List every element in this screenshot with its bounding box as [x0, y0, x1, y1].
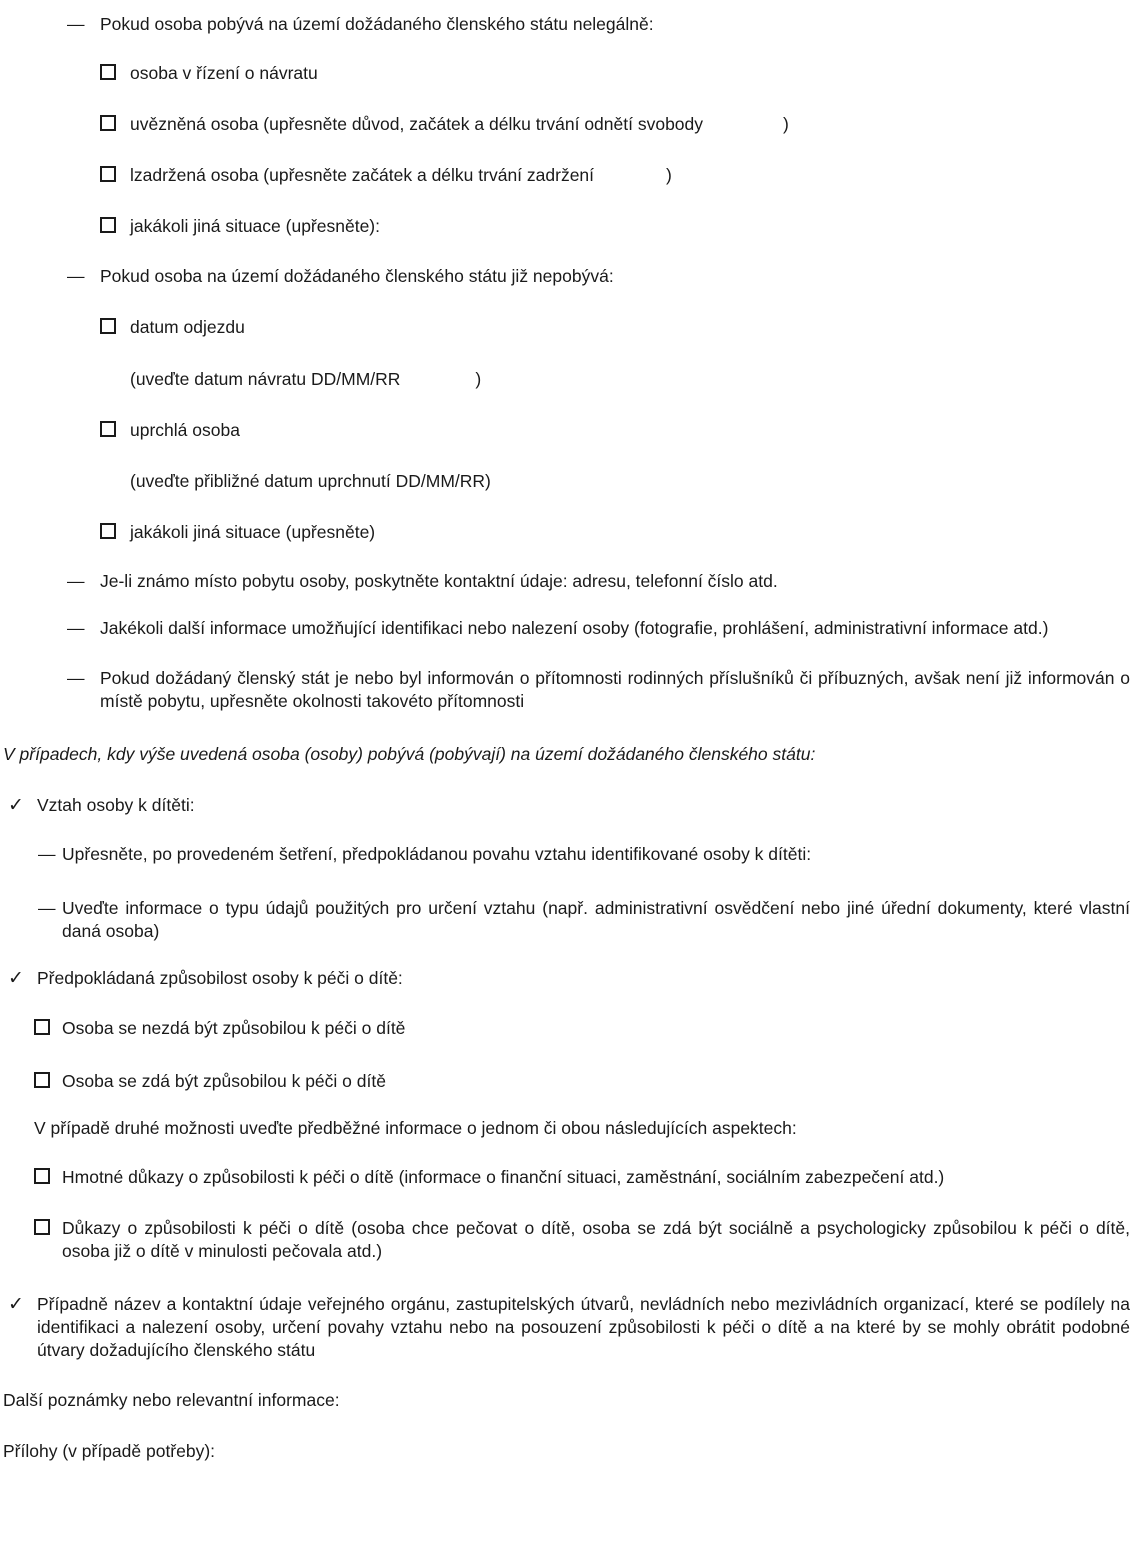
dash-bullet: —	[67, 14, 85, 34]
checkbox-icon[interactable]	[34, 1219, 50, 1235]
checkbox-item-return-procedure	[0, 62, 1138, 85]
checkbox-item-not-capable	[0, 1017, 1138, 1040]
item-text: V případech, kdy výše uvedená osoba (osoby) pobývá (pobývají) na území dožádaného členského státu:	[3, 744, 816, 764]
check-bullet: ✓	[8, 1294, 24, 1315]
dash-item-illegal-stay	[0, 13, 1138, 36]
item-text: V případě druhé možnosti uveďte předběžné informace o jednom či obou následujících aspektech:	[34, 1118, 797, 1138]
italic-intro-line	[0, 743, 1138, 766]
item-suffix: )	[783, 114, 789, 134]
item-text: Hmotné důkazy o způsobilosti k péči o dítě (informace o finanční situaci, zaměstnání, sociálním zabezpečení atd.)	[62, 1167, 945, 1187]
item-text: Je-li známo místo pobytu osoby, poskytněte kontaktní údaje: adresu, telefonní číslo atd.	[100, 571, 778, 591]
plain-second-option	[0, 1117, 1138, 1140]
checkbox-item-detained	[0, 164, 1138, 187]
dash-item-family-presence	[0, 667, 1138, 713]
checkbox-icon[interactable]	[100, 64, 116, 80]
check-item-authority-contacts	[0, 1293, 1138, 1362]
item-text: Vztah osoby k dítěti:	[37, 795, 195, 815]
checkbox-item-material-evidence	[0, 1166, 1138, 1189]
checkbox-icon[interactable]	[100, 217, 116, 233]
check-bullet: ✓	[8, 968, 24, 989]
item-text: Pokud osoba na území dožádaného členského státu již nepobývá:	[100, 266, 614, 286]
checkbox-icon[interactable]	[100, 421, 116, 437]
dash-item-additional-info	[0, 617, 1138, 640]
checkbox-icon[interactable]	[100, 318, 116, 334]
item-text: Uveďte informace o typu údajů použitých pro určení vztahu (např. administrativní osvědčení nebo jiné úřední dokumenty, které vlastní daná osoba)	[62, 898, 1130, 941]
checkbox-item-other-situation-1	[0, 215, 1138, 238]
item-text: osoba v řízení o návratu	[130, 63, 318, 83]
plain-annexes	[0, 1440, 1138, 1463]
checkbox-item-fled	[0, 419, 1138, 442]
item-text: Jakékoli další informace umožňující identifikaci nebo nalezení osoby (fotografie, prohlášení, administrativní informace atd.)	[100, 618, 1049, 638]
dash-bullet: —	[38, 844, 56, 864]
dash-item-no-longer-resides	[0, 265, 1138, 288]
check-item-relationship	[0, 794, 1138, 817]
checkbox-item-other-situation-2	[0, 521, 1138, 544]
item-text: Případně název a kontaktní údaje veřejného orgánu, zastupitelských útvarů, nevládních nebo mezivládních organizací, které se podílely na identifikaci a nalezení osoby, určení povahy vztahu nebo na posouzení způsobilosti k péči o dítě a na které by se mohly obrátit podobné útvary dožadujícího členského státu	[37, 1294, 1130, 1360]
item-text: jakákoli jiná situace (upřesněte):	[130, 216, 380, 236]
note-flee-date	[0, 470, 1138, 493]
item-text: Pokud osoba pobývá na území dožádaného členského státu nelegálně:	[100, 14, 654, 34]
item-text: Důkazy o způsobilosti k péči o dítě (osoba chce pečovat o dítě, osoba se zdá být sociálně a psychologicky způsobilou k péči o dítě, osoba již o dítě v minulosti pečovala atd.)	[62, 1218, 1130, 1261]
dash-bullet: —	[67, 618, 85, 638]
item-text: (uveďte přibližné datum uprchnutí DD/MM/RR)	[130, 471, 491, 491]
item-text: lzadržená osoba (upřesněte začátek a délku trvání zadržení	[130, 165, 595, 185]
item-suffix: )	[666, 165, 672, 185]
item-text: uprchlá osoba	[130, 420, 240, 440]
dash-bullet: —	[38, 898, 56, 918]
item-text: Upřesněte, po provedeném šetření, předpokládanou povahu vztahu identifikované osoby k dítěti:	[62, 844, 812, 864]
checkbox-icon[interactable]	[100, 166, 116, 182]
dash-bullet: —	[67, 266, 85, 286]
note-return-date	[0, 368, 1138, 391]
checkbox-item-imprisoned	[0, 113, 1138, 136]
item-text: Pokud dožádaný členský stát je nebo byl informován o přítomnosti rodinných příslušníků či příbuzných, avšak není již informován o místě pobytu, upřesněte okolnosti takovéto přítomnosti	[100, 668, 1130, 711]
checkbox-icon[interactable]	[34, 1072, 50, 1088]
item-text: Další poznámky nebo relevantní informace:	[3, 1390, 340, 1410]
checkbox-icon[interactable]	[100, 523, 116, 539]
plain-other-remarks	[0, 1389, 1138, 1412]
dash-item-data-type	[0, 897, 1138, 943]
check-item-capability	[0, 967, 1138, 990]
check-bullet: ✓	[8, 795, 24, 816]
checkbox-icon[interactable]	[34, 1168, 50, 1184]
dash-bullet: —	[67, 668, 85, 688]
item-text: Předpokládaná způsobilost osoby k péči o dítě:	[37, 968, 403, 988]
item-text: Přílohy (v případě potřeby):	[3, 1441, 216, 1461]
dash-item-known-residence	[0, 570, 1138, 593]
item-text: uvězněná osoba (upřesněte důvod, začátek a délku trvání odnětí svobody	[130, 114, 704, 134]
checkbox-icon[interactable]	[34, 1019, 50, 1035]
checkbox-item-capable	[0, 1070, 1138, 1093]
checkbox-item-evidence-capability	[0, 1217, 1138, 1263]
item-text: Osoba se zdá být způsobilou k péči o dítě	[62, 1071, 386, 1091]
dash-bullet: —	[67, 571, 85, 591]
item-text: Osoba se nezdá být způsobilou k péči o dítě	[62, 1018, 406, 1038]
dash-item-specify-relationship	[0, 843, 1138, 866]
checkbox-item-departure-date	[0, 316, 1138, 339]
item-text: (uveďte datum návratu DD/MM/RR	[130, 369, 401, 389]
item-suffix: )	[475, 369, 482, 389]
item-text: datum odjezdu	[130, 317, 245, 337]
checkbox-icon[interactable]	[100, 115, 116, 131]
item-text: jakákoli jiná situace (upřesněte)	[130, 522, 376, 542]
